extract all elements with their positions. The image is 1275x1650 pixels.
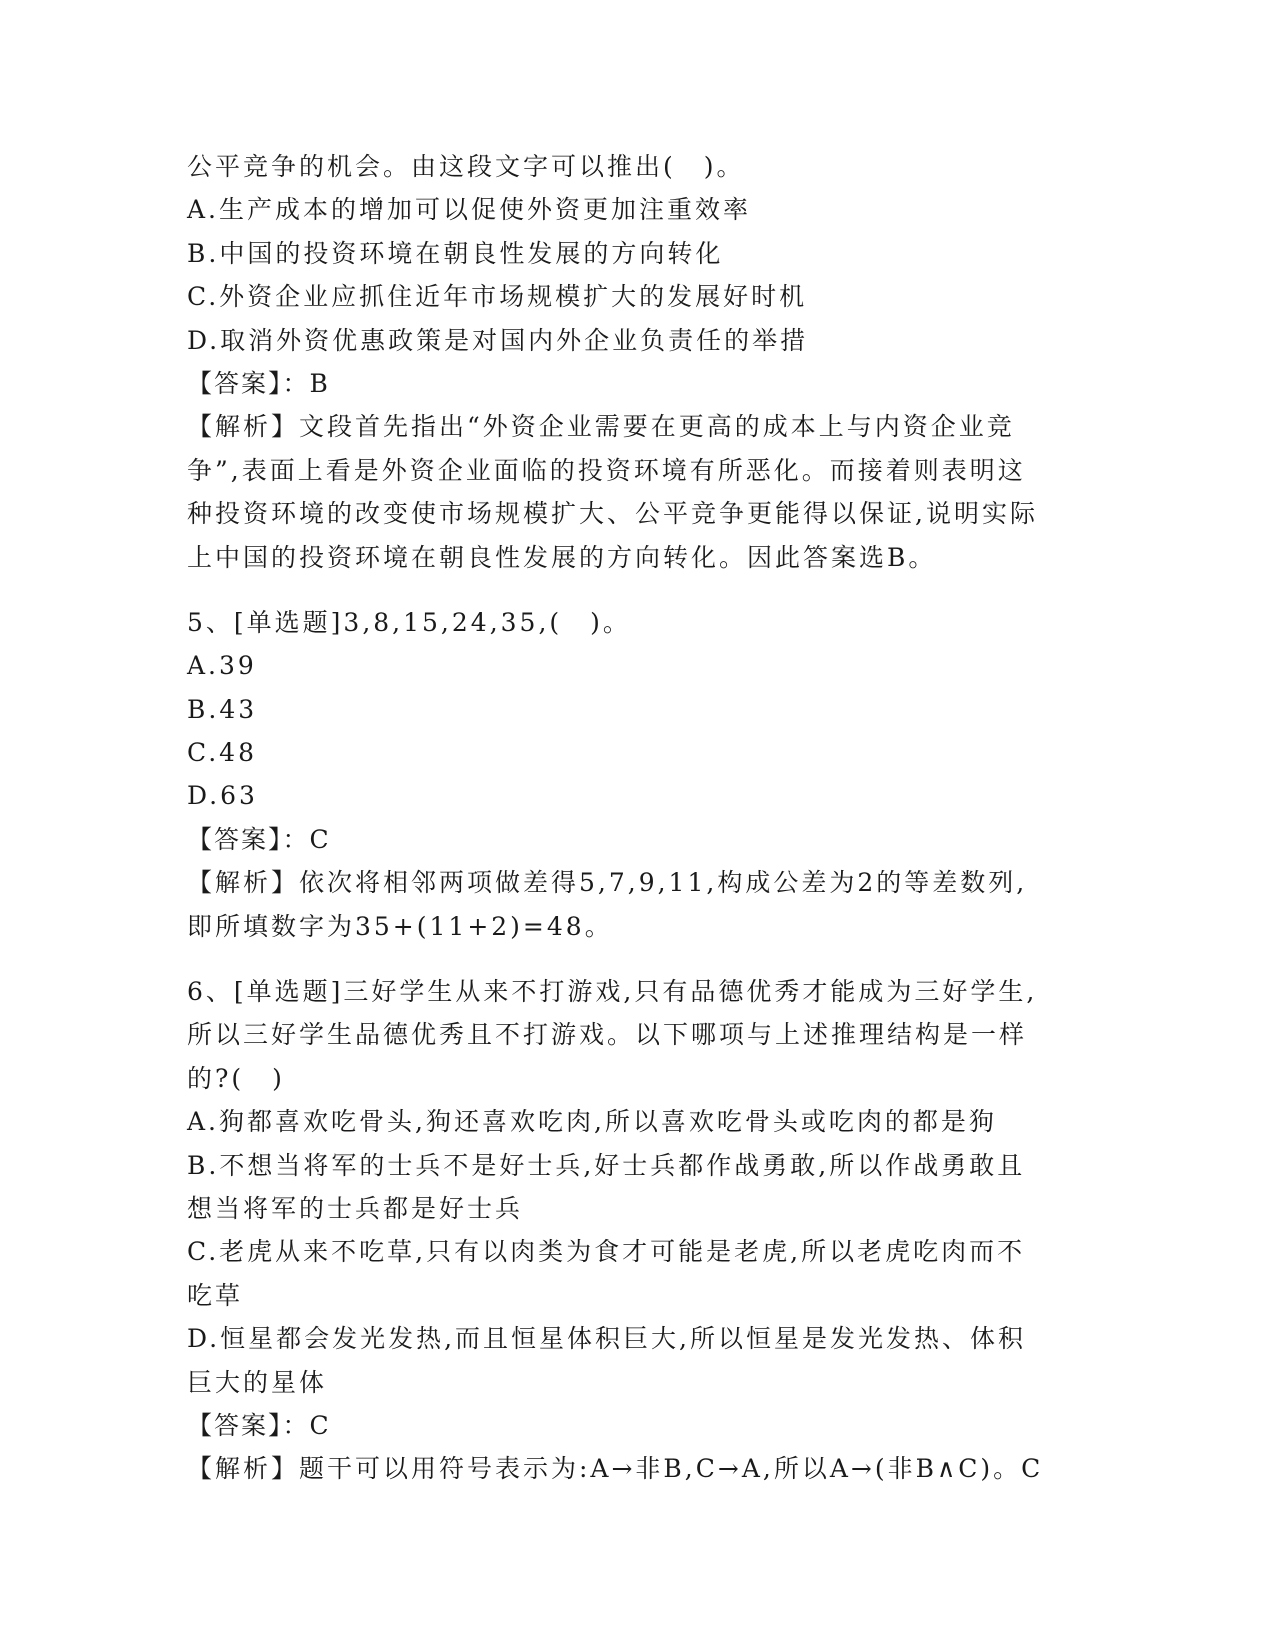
option-c-continued: 吃草 <box>187 1280 244 1310</box>
option-b: B.中国的投资环境在朝良性发展的方向转化 <box>187 238 724 268</box>
option-c: C.老虎从来不吃草,只有以肉类为食才可能是老虎,所以老虎吃肉而不 <box>187 1237 1026 1267</box>
option-c: C.外资企业应抓住近年市场规模扩大的发展好时机 <box>187 282 808 312</box>
question-stem-line: 6、[单选题]三好学生从来不打游戏,只有品德优秀才能成为三好学生, <box>187 977 1038 1007</box>
option-c: C.48 <box>187 738 257 768</box>
option-a: A.39 <box>187 651 257 681</box>
question-gap <box>187 948 1087 970</box>
option-d: D.63 <box>187 781 258 811</box>
option-d: D.取消外资优惠政策是对国内外企业负责任的举措 <box>187 325 809 355</box>
question-stem-line: 公平竞争的机会。由这段文字可以推出( )。 <box>187 152 745 181</box>
question-4-block <box>187 145 1087 579</box>
question-stem-line: 5、[单选题]3,8,15,24,35,( )。 <box>187 607 631 637</box>
question-5-block <box>187 601 1087 948</box>
option-a: A.生产成本的增加可以促使外资更加注重效率 <box>187 195 752 225</box>
option-b-continued: 想当将军的士兵都是好士兵 <box>187 1193 524 1223</box>
analysis-line: 即所填数字为35+(11+2)=48。 <box>187 911 613 941</box>
question-6-block <box>187 970 1087 1491</box>
analysis-line: 上中国的投资环境在朝良性发展的方向转化。因此答案选B。 <box>187 542 937 572</box>
answer-line: 【答案】：B <box>187 368 330 398</box>
analysis-line: 【解析】依次将相邻两项做差得5,7,9,11,构成公差为2的等差数列, <box>187 868 1028 898</box>
analysis-line: 种投资环境的改变使市场规模扩大、公平竞争更能得以保证,说明实际 <box>187 499 1038 529</box>
answer-line: 【答案】：C <box>187 824 331 854</box>
page-content <box>187 145 1087 1491</box>
answer-line: 【答案】：C <box>187 1410 331 1440</box>
option-d-continued: 巨大的星体 <box>187 1367 328 1397</box>
question-stem-line: 的?( ) <box>187 1063 285 1093</box>
analysis-line: 【解析】文段首先指出“外资企业需要在更高的成本上与内资企业竞 <box>187 412 1015 442</box>
option-b: B.43 <box>187 694 258 724</box>
analysis-line: 【解析】题干可以用符号表示为:A→非B,C→A,所以A→(非B∧C)。C <box>187 1454 1044 1484</box>
analysis-line: 争”,表面上看是外资企业面临的投资环境有所恶化。而接着则表明这 <box>187 455 1026 485</box>
question-stem-line: 所以三好学生品德优秀且不打游戏。以下哪项与上述推理结构是一样 <box>187 1020 1028 1050</box>
option-a: A.狗都喜欢吃骨头,狗还喜欢吃肉,所以喜欢吃骨头或吃肉的都是狗 <box>187 1107 997 1137</box>
option-d: D.恒星都会发光发热,而且恒星体积巨大,所以恒星是发光发热、体积 <box>187 1324 1026 1354</box>
option-b: B.不想当将军的士兵不是好士兵,好士兵都作战勇敢,所以作战勇敢且 <box>187 1150 1026 1180</box>
question-gap <box>187 579 1087 601</box>
